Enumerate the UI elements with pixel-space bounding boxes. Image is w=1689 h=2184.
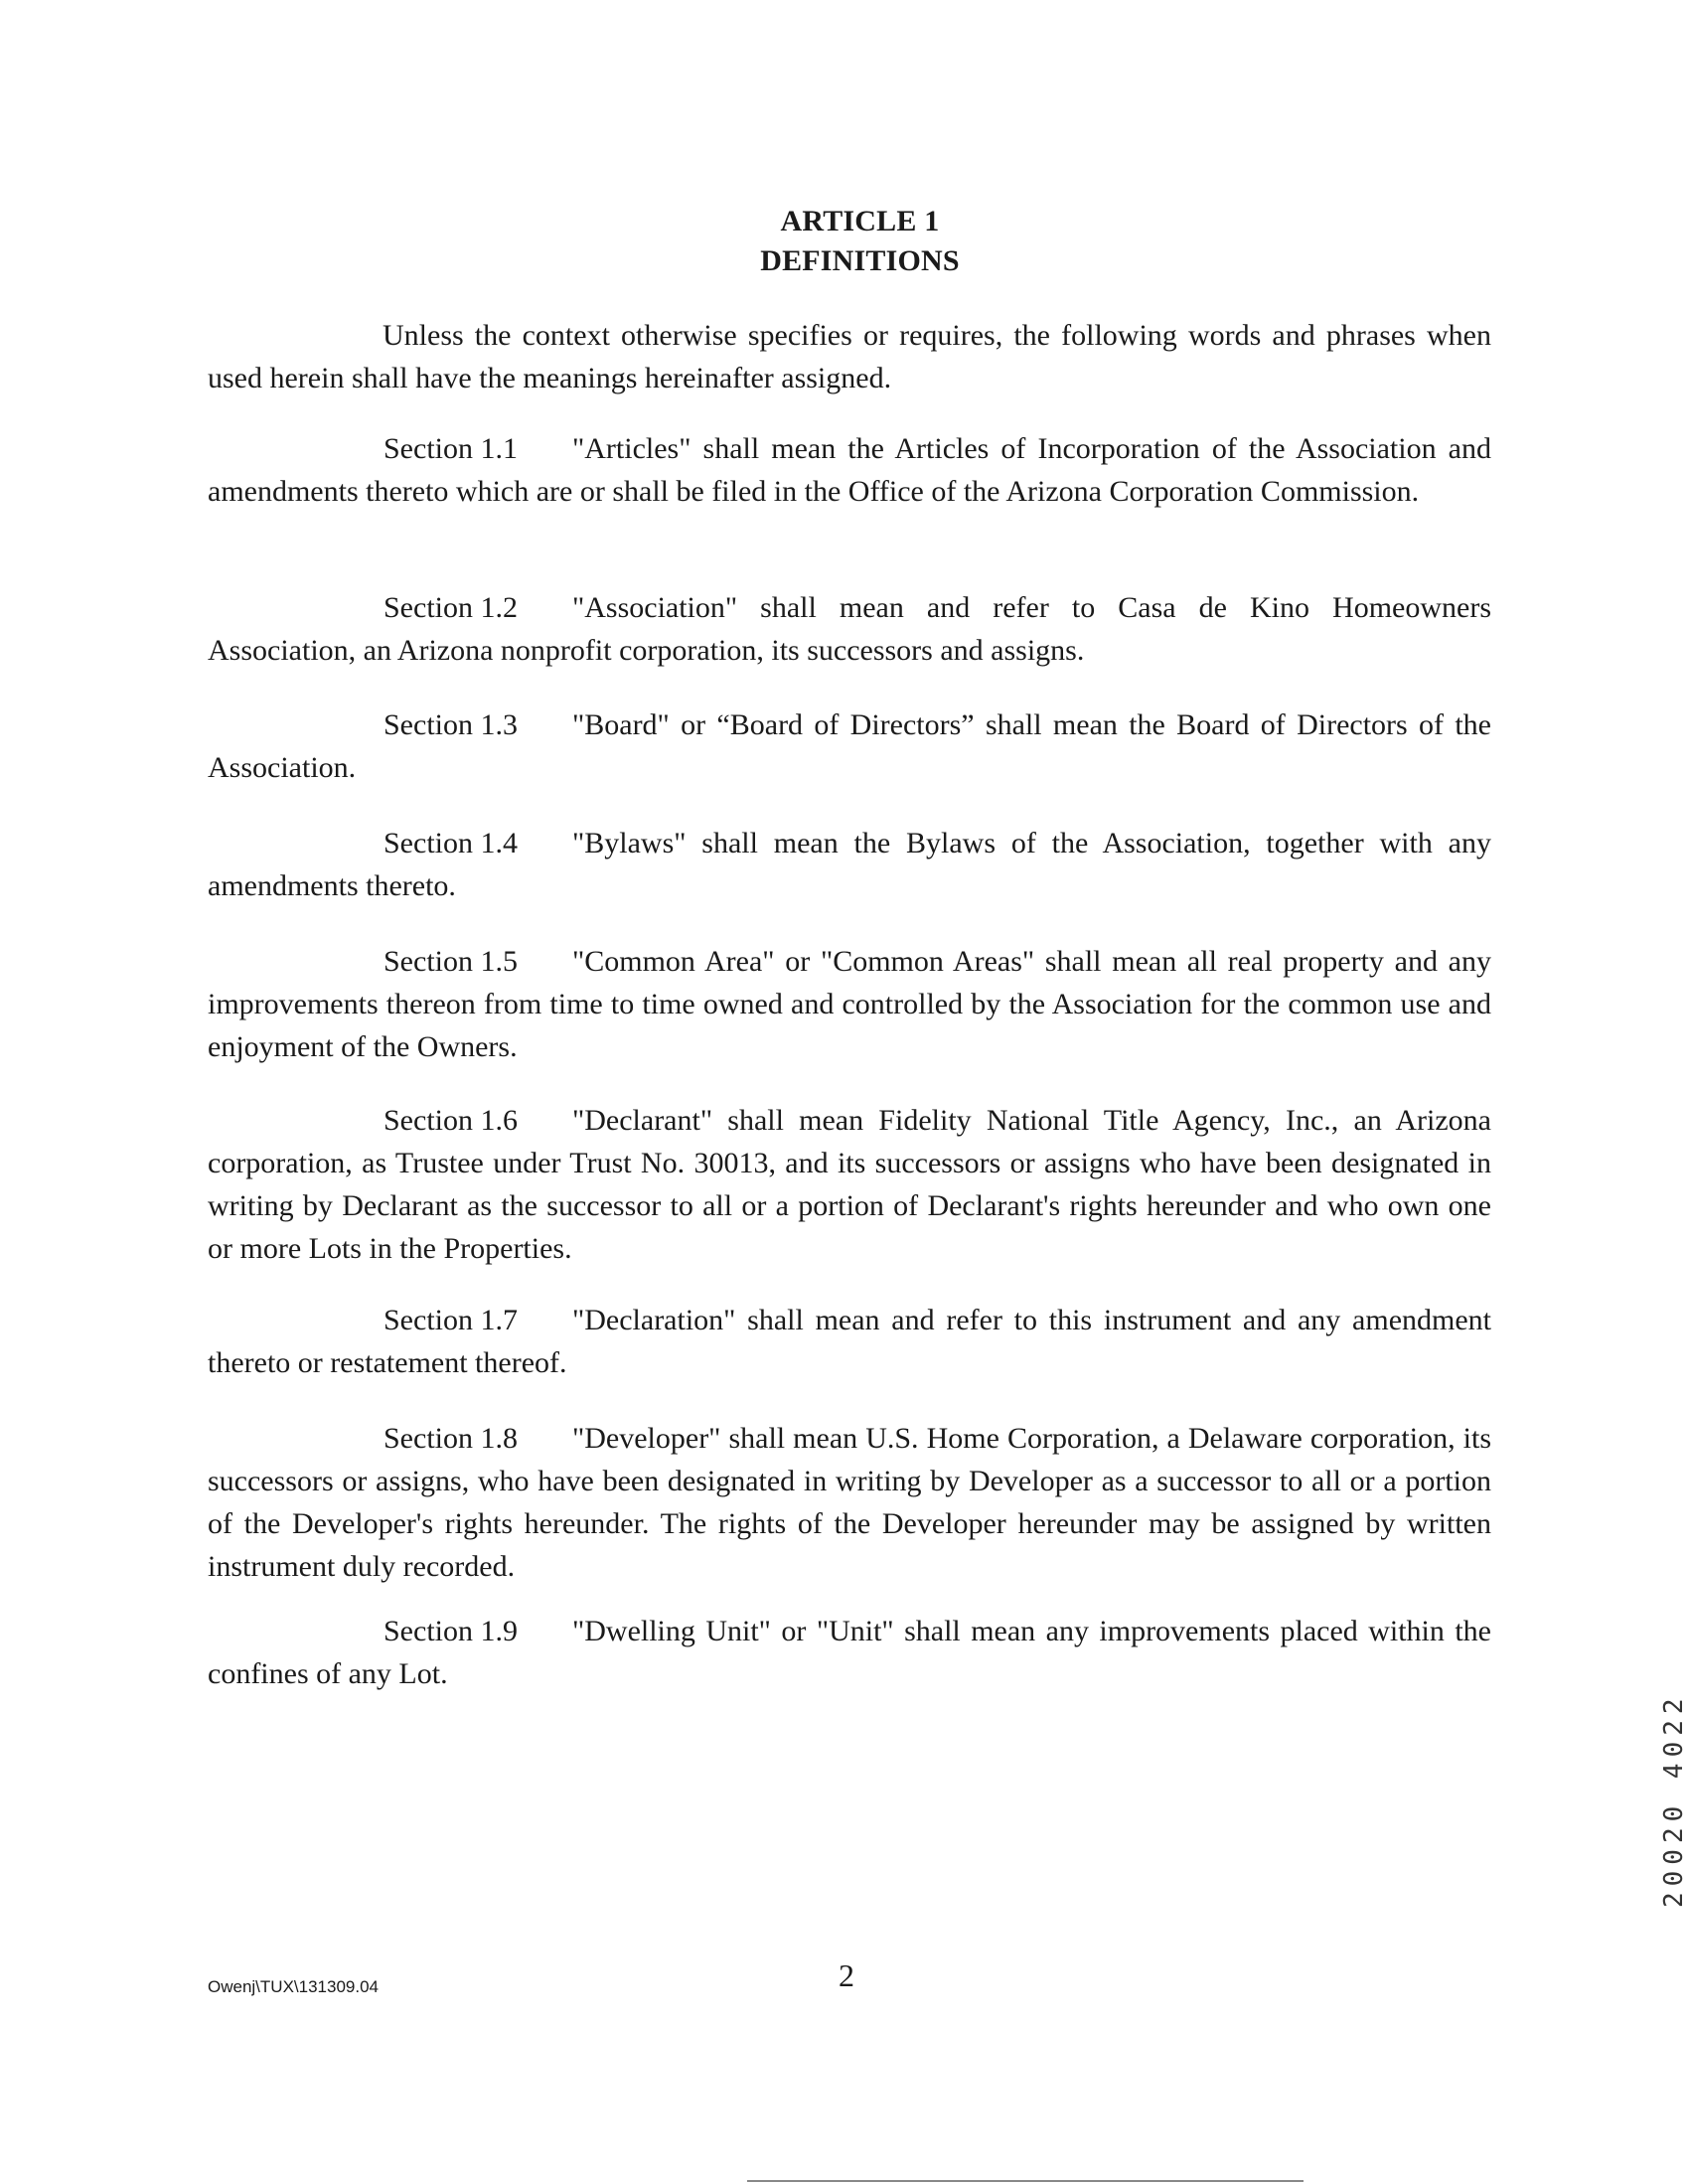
section-text: "Association" shall mean and refer to Casa de Kino Homeowners Association, an Arizona nonprofit corporation, its successors and assigns. — [208, 591, 1491, 667]
section-text: "Bylaws" shall mean the Bylaws of the Association, together with any amendments thereto. — [208, 827, 1491, 902]
section-label: Section 1.8 — [384, 1422, 518, 1455]
section-1-6 — [208, 1099, 1491, 1270]
section-text: "Developer" shall mean U.S. Home Corporation, a Delaware corporation, its successors or assigns, who have been designated in writing by Developer as a successor to all or a portion of the Developer's rights hereunder. The rights of the Developer hereunder may be assigned by written instrument duly recorded. — [208, 1422, 1491, 1583]
section-label: Section 1.2 — [384, 591, 518, 624]
section-label: Section 1.3 — [384, 708, 518, 741]
recording-stamp — [1627, 1570, 1689, 1908]
section-label: Section 1.6 — [384, 1104, 518, 1137]
section-text: "Common Area" or "Common Areas" shall mean all real property and any improvements thereon from time to time owned and controlled by the Association for the common use and enjoyment of the Owners. — [208, 945, 1491, 1063]
section-text: "Declarant" shall mean Fidelity National Title Agency, Inc., an Arizona corporation, as Trustee under Trust No. 30013, and its successors or assigns who have been designated in writing by Declarant as the successor to all or a portion of Declarant's rights hereunder and who own one or more Lots in the Properties. — [208, 1104, 1491, 1265]
section-1-7 — [208, 1299, 1491, 1384]
section-text: "Articles" shall mean the Articles of Incorporation of the Association and amendments thereto which are or shall be filed in the Office of the Arizona Corporation Commission. — [208, 432, 1491, 508]
section-text: "Declaration" shall mean and refer to this instrument and any amendment thereto or restatement thereof. — [208, 1304, 1491, 1379]
section-label: Section 1.9 — [384, 1615, 518, 1647]
section-1-4 — [208, 822, 1491, 907]
intro-paragraph: Unless the context otherwise specifies or requires, the following words and phrases when used herein shall have the meanings hereinafter assigned. — [208, 319, 1491, 394]
scan-edge-line — [747, 2180, 1304, 2182]
recording-stamp-text: 20020 4022 — [1659, 1692, 1689, 1908]
article-heading — [0, 202, 1685, 281]
article-subtitle: DEFINITIONS — [760, 244, 960, 277]
section-1-9 — [208, 1610, 1491, 1695]
article-title: ARTICLE 1 — [780, 205, 940, 237]
section-label: Section 1.5 — [384, 945, 518, 978]
page-number: 2 — [839, 1957, 854, 1993]
section-text: "Dwelling Unit" or "Unit" shall mean any improvements placed within the confines of any Lot. — [208, 1615, 1491, 1690]
section-1-2 — [208, 586, 1491, 672]
section-1-8 — [208, 1417, 1491, 1588]
section-1-3 — [208, 703, 1491, 789]
section-label: Section 1.1 — [384, 432, 518, 465]
section-label: Section 1.4 — [384, 827, 518, 859]
section-text: "Board" or “Board of Directors” shall mean the Board of Directors of the Association. — [208, 708, 1491, 784]
section-label: Section 1.7 — [384, 1304, 518, 1336]
section-1-1 — [208, 427, 1491, 513]
document-id: Owenj\TUX\131309.04 — [208, 1977, 379, 1996]
section-1-5 — [208, 940, 1491, 1068]
